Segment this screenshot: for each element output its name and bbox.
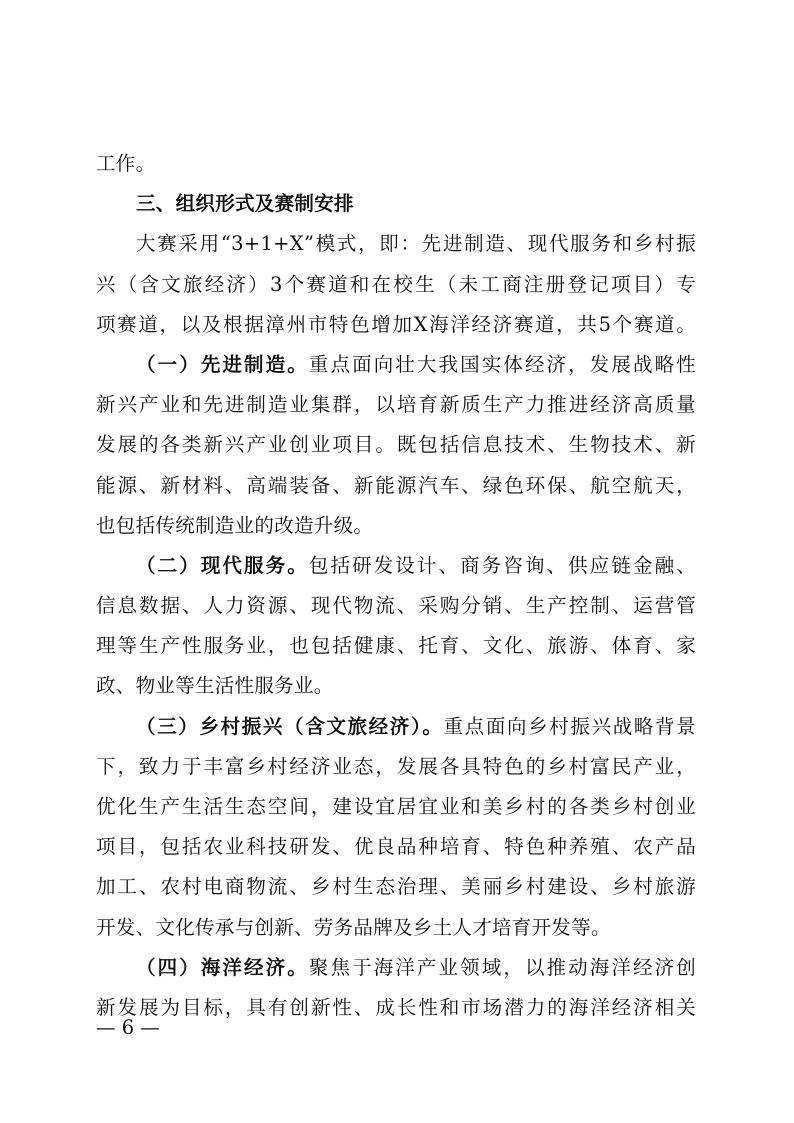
paragraph-line: 优化生产生活生态空间，建设宜居宜业和美乡村的各类乡村创业 xyxy=(96,795,696,818)
paragraph-line: 发展的各类新兴产业创业项目。既包括信息技术、生物技术、新 xyxy=(96,433,696,457)
subsection-lead: （二）现代服务。 xyxy=(136,553,309,577)
paragraph-line: 能源、新材料、高端装备、新能源汽车、绿色环保、航空航天， xyxy=(96,473,696,497)
paragraph-line: 加工、农村电商物流、乡村生态治理、美丽乡村建设、乡村旅游 xyxy=(96,875,696,899)
paragraph-line: 下，致力于丰富乡村经济业态，发展各具特色的乡村富民产业， xyxy=(96,754,696,778)
paragraph-line: （一）先进制造。重点面向壮大我国实体经济，发展战略性 xyxy=(136,352,697,376)
paragraph-line-end: 开发、文化传承与创新、劳务品牌及乡土人才培育开发等。 xyxy=(96,915,611,939)
paragraph-line: （二）现代服务。包括研发设计、商务咨询、供应链金融、 xyxy=(136,553,697,577)
paragraph-line: 兴（含文旅经济）3个赛道和在校生（未工商注册登记项目）专 xyxy=(96,272,696,296)
paragraph-line: （三）乡村振兴（含文旅经济）。重点面向乡村振兴战略背景 xyxy=(136,714,696,738)
paragraph-line-end: 也包括传统制造业的改造升级。 xyxy=(96,513,374,537)
paragraph-line-end: 工作。 xyxy=(96,152,156,175)
paragraph-line-end: 政、物业等生活性服务业。 xyxy=(96,674,334,698)
paragraph-line: 大赛采用“3+1+X”模式，即：先进制造、现代服务和乡村振 xyxy=(136,232,696,256)
subsection-lead: （三）乡村振兴（含文旅经济）。 xyxy=(136,714,444,738)
paragraph-line: 项目，包括农业科技研发、优良品种培育、特色种养殖、农产品 xyxy=(96,835,696,859)
body-text xyxy=(96,144,696,1028)
page-number: — 6 — xyxy=(96,1016,160,1039)
paragraph-line: 理等生产性服务业，也包括健康、托育、文化、旅游、体育、家 xyxy=(96,634,696,658)
subsection-lead: （四）海洋经济。 xyxy=(136,955,309,979)
paragraph-line: 新发展为目标，具有创新性、成长性和市场潜力的海洋经济相关 xyxy=(96,995,696,1019)
paragraph-line: （四）海洋经济。聚焦于海洋产业领域，以推动海洋经济创 xyxy=(136,955,697,979)
subsection-lead: （一）先进制造。 xyxy=(136,352,309,376)
paragraph-line: 项赛道，以及根据漳州市特色增加X海洋经济赛道，共5个赛道。 xyxy=(96,312,696,336)
section-heading: 三、组织形式及赛制安排 xyxy=(136,192,354,216)
paragraph-line: 新兴产业和先进制造业集群，以培育新质生产力推进经济高质量 xyxy=(96,393,696,417)
paragraph-line: 信息数据、人力资源、现代物流、采购分销、生产控制、运营管 xyxy=(96,594,696,618)
